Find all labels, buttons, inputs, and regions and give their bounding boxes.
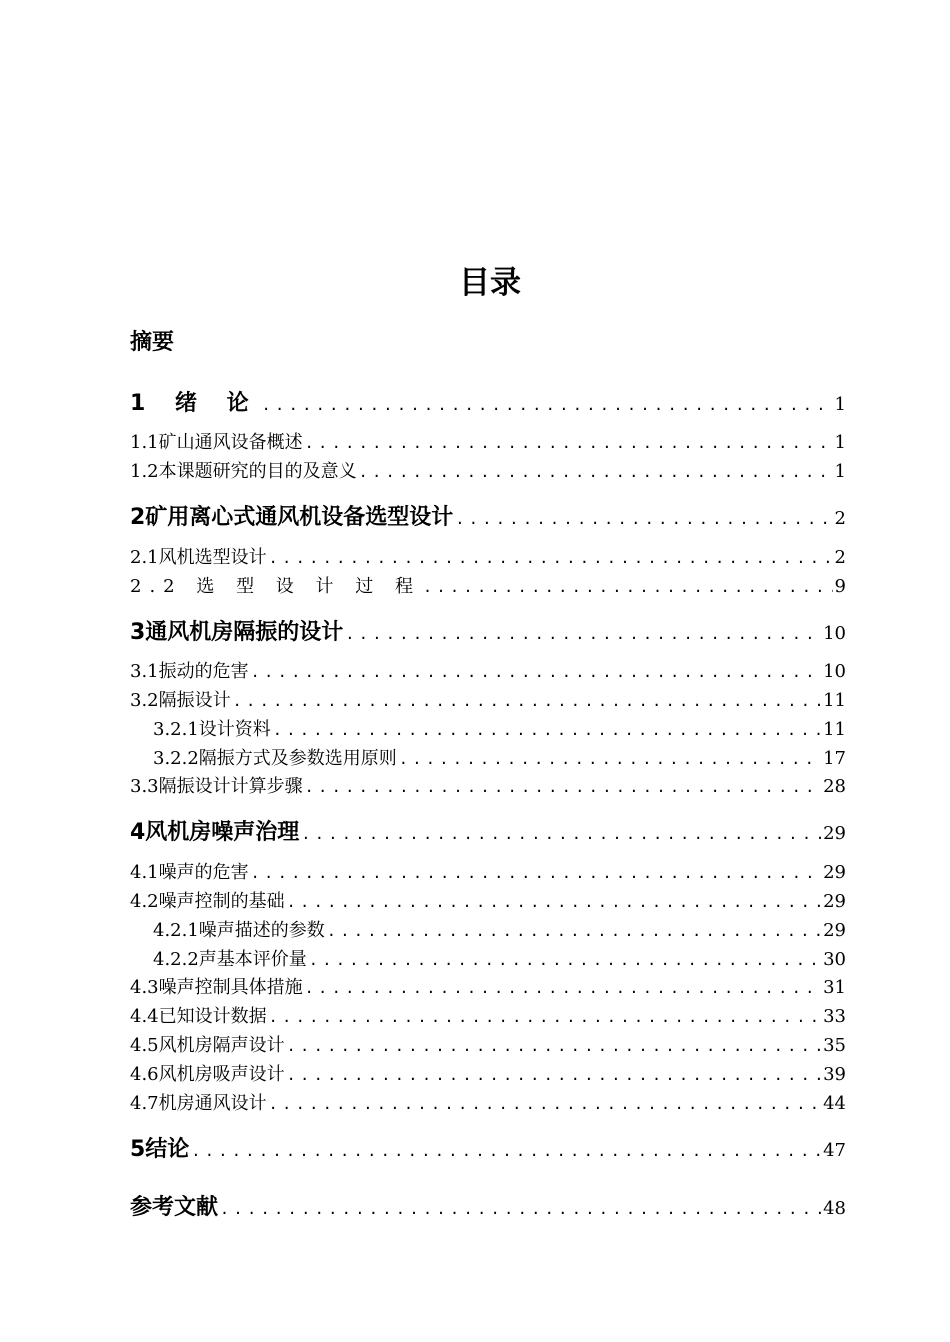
page-title: 目录 xyxy=(459,265,521,301)
toc-entry-page-number: 33 xyxy=(823,1006,846,1027)
toc-entry-label: 4.5风机房隔声设计 xyxy=(130,1035,285,1056)
dot-leader xyxy=(262,396,833,414)
dot-leader xyxy=(269,1095,821,1113)
toc-entry-label: 2矿用离心式通风机设备选型设计 xyxy=(130,505,454,530)
dot-leader xyxy=(220,1200,821,1218)
toc-entry-page-number: 1 xyxy=(834,432,846,453)
dot-leader xyxy=(423,578,833,596)
toc-entry[interactable] xyxy=(153,916,846,942)
toc-entry-label: 3.2.2隔振方式及参数选用原则 xyxy=(153,748,397,769)
toc-entry-page-number: 10 xyxy=(823,623,846,644)
dot-leader xyxy=(305,979,821,997)
toc-entry-label: 1.1矿山通风设备概述 xyxy=(130,432,303,453)
dot-leader xyxy=(305,434,833,452)
toc-entry-label: 3通风机房隔振的设计 xyxy=(130,620,344,645)
toc-entry-page-number: 44 xyxy=(823,1093,846,1114)
toc-entry[interactable] xyxy=(153,945,846,971)
toc-entry[interactable] xyxy=(130,772,846,798)
toc-entry-label: 3.2.1设计资料 xyxy=(153,719,271,740)
toc-entry-page-number: 35 xyxy=(823,1035,846,1056)
toc-entry[interactable] xyxy=(130,1031,846,1057)
dot-leader xyxy=(399,750,821,768)
toc-entry-label: 4.4已知设计数据 xyxy=(130,1006,267,1027)
toc-entry-label: 5结论 xyxy=(130,1137,190,1162)
dot-leader xyxy=(273,721,821,739)
toc-entry-label: 3.2隔振设计 xyxy=(130,690,231,711)
toc-entry-page-number: 39 xyxy=(823,1064,846,1085)
toc-entry[interactable] xyxy=(130,887,846,913)
toc-entry[interactable] xyxy=(130,1190,846,1221)
toc-entry[interactable] xyxy=(130,1060,846,1086)
toc-entry[interactable] xyxy=(130,657,846,683)
toc-entry[interactable] xyxy=(130,973,846,999)
toc-entry-label: 4.2噪声控制的基础 xyxy=(130,891,285,912)
toc-entry[interactable] xyxy=(130,615,846,646)
dot-leader xyxy=(191,1142,821,1160)
dot-leader xyxy=(455,510,832,528)
toc-entry-page-number: 29 xyxy=(823,891,846,912)
toc-entry-page-number: 10 xyxy=(823,661,846,682)
toc-entry-label: 3.3隔振设计计算步骤 xyxy=(130,776,303,797)
dot-leader xyxy=(251,864,821,882)
toc-entry-label: 4.3噪声控制具体措施 xyxy=(130,977,303,998)
toc-entry-label: 4.6风机房吸声设计 xyxy=(130,1064,285,1085)
toc-entry[interactable] xyxy=(130,1002,846,1028)
toc-entry-page-number: 29 xyxy=(823,920,846,941)
toc-entry-page-number: 29 xyxy=(823,862,846,883)
dot-leader xyxy=(287,1037,821,1055)
dot-leader xyxy=(251,663,821,681)
toc-entry-label: 2.1风机选型设计 xyxy=(130,547,267,568)
toc-entry-label: 4.1噪声的危害 xyxy=(130,862,249,883)
toc-entry-label: 4风机房噪声治理 xyxy=(130,820,300,845)
toc-entry[interactable] xyxy=(153,744,846,770)
toc-entry-label: 4.2.1噪声描述的参数 xyxy=(153,920,325,941)
toc-entry[interactable] xyxy=(130,815,846,846)
toc-entry-label: 3.1振动的危害 xyxy=(130,661,249,682)
toc-entry-page-number: 17 xyxy=(823,748,846,769)
toc-entry[interactable] xyxy=(130,543,846,569)
dot-leader xyxy=(345,625,821,643)
toc-entry-page-number: 31 xyxy=(823,977,846,998)
toc-entry-page-number: 28 xyxy=(823,776,846,797)
dot-leader xyxy=(287,1066,821,1084)
toc-entry-label: 2.2 选 型 设 计 过 程 xyxy=(130,576,421,597)
toc-entry-label: 1 绪 论 xyxy=(130,391,260,416)
toc-entry-page-number: 9 xyxy=(834,576,846,597)
toc-entry-page-number: 1 xyxy=(834,461,846,482)
toc-entry-label: 参考文献 xyxy=(130,1195,219,1220)
toc-entry[interactable] xyxy=(130,686,846,712)
toc-entry-page-number: 1 xyxy=(834,394,846,415)
dot-leader xyxy=(233,692,821,710)
toc-entry-page-number: 48 xyxy=(823,1198,846,1219)
toc-entry[interactable] xyxy=(130,428,846,454)
dot-leader xyxy=(269,549,833,567)
dot-leader xyxy=(301,825,821,843)
toc-entry-page-number: 47 xyxy=(823,1140,846,1161)
toc-entry-page-number: 11 xyxy=(823,719,846,740)
toc-entry[interactable] xyxy=(130,386,846,417)
toc-entry[interactable] xyxy=(130,858,846,884)
toc-entry[interactable] xyxy=(130,500,846,531)
dot-leader xyxy=(287,893,821,911)
dot-leader xyxy=(305,778,821,796)
toc-entry[interactable] xyxy=(130,572,846,598)
toc-entry[interactable] xyxy=(130,1132,846,1163)
toc-entry-page-number: 2 xyxy=(834,508,846,529)
toc-entry-page-number: 2 xyxy=(834,547,846,568)
toc-entry[interactable] xyxy=(130,1089,846,1115)
toc-entry[interactable] xyxy=(130,457,846,483)
toc-entry-page-number: 11 xyxy=(823,690,846,711)
toc-entry-label: 4.2.2声基本评价量 xyxy=(153,949,307,970)
toc-entry-page-number: 30 xyxy=(823,949,846,970)
toc-entry-label: 4.7机房通风设计 xyxy=(130,1093,267,1114)
dot-leader xyxy=(327,922,821,940)
toc-entry-label: 1.2本课题研究的目的及意义 xyxy=(130,461,357,482)
dot-leader xyxy=(269,1008,821,1026)
dot-leader xyxy=(359,463,833,481)
toc-entry-page-number: 29 xyxy=(823,823,846,844)
dot-leader xyxy=(309,951,821,969)
toc-entry[interactable] xyxy=(153,715,846,741)
abstract-heading: 摘要 xyxy=(130,330,175,355)
